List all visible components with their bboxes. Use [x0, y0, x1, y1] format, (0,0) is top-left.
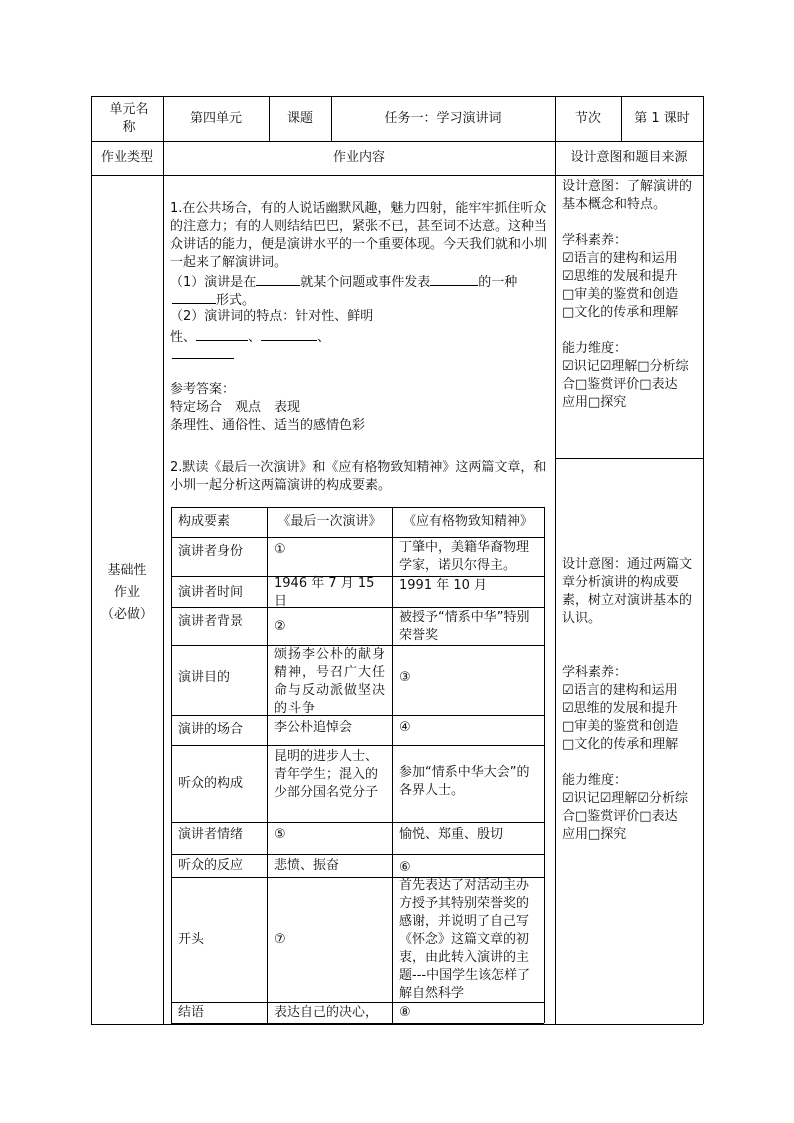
- table-header-element: 构成要素: [178, 514, 231, 529]
- table-cell-a: 表达自己的决心，: [274, 1005, 379, 1020]
- design-intent-2: [562, 556, 700, 844]
- literacy-item: □审美的鉴赏和创造: [562, 287, 679, 302]
- homework-type-line2: 作业: [113, 585, 140, 600]
- question-1-part1-line1: （1）演讲是在 就某个问题或事件发表 的一种: [170, 272, 517, 292]
- answer-title: 参考答案：: [170, 382, 236, 397]
- answer-blank[interactable]: [172, 290, 216, 304]
- table-cell-a: ①: [274, 542, 286, 557]
- literacy-title: 学科素养：: [562, 665, 628, 680]
- answer-blank[interactable]: [430, 272, 478, 286]
- homework-type-line3: （必做）: [100, 607, 153, 622]
- table-cell-b: ⑥: [399, 859, 411, 875]
- answer-blank[interactable]: [256, 272, 300, 286]
- design-intent-text: 设计意图：了解演讲的基本概念和特点。: [562, 179, 693, 212]
- ability-line: 合□鉴赏评价□表达: [562, 377, 678, 392]
- table-row-element: 演讲目的: [178, 669, 231, 685]
- literacy-item: ☑思维的发展和提升: [562, 701, 678, 716]
- answer-line-1: 特定场合 观点 表现: [170, 400, 301, 415]
- table-cell-b: ③: [399, 669, 411, 685]
- section-label: 节次: [574, 110, 601, 126]
- answer-blank[interactable]: [172, 345, 234, 359]
- topic-value: 任务一：学习演讲词: [384, 110, 502, 126]
- literacy-item: ☑语言的建构和运用: [562, 683, 678, 698]
- answer-blank[interactable]: [261, 327, 317, 341]
- unit-label: 单元名称: [109, 101, 149, 135]
- table-row-element: 演讲者身份: [178, 544, 244, 559]
- table-cell-b: 愉悦、郑重、殷切: [399, 827, 504, 842]
- column-content-header: 作业内容: [332, 150, 385, 165]
- column-type-header: 作业类型: [100, 150, 153, 165]
- homework-type-line1: 基础性: [107, 563, 147, 578]
- question-1-part2-line3: [172, 345, 234, 365]
- table-cell-a: 李公朴追悼会: [274, 720, 353, 735]
- answer-blank[interactable]: [196, 327, 248, 341]
- section-value: 第 1 课时: [634, 110, 690, 126]
- literacy-item: □审美的鉴赏和创造: [562, 719, 679, 734]
- ability-line: ☑识记☑理解☑分析综: [562, 791, 688, 806]
- question-1-part2-line1: （2）演讲词的特点：针对性、鲜明: [170, 309, 374, 324]
- table-row-element: 听众的反应: [178, 857, 244, 873]
- ability-line: 应用□探究: [562, 827, 627, 842]
- table-cell-b: ⑧: [399, 1005, 411, 1020]
- table-row-element: 演讲者时间: [178, 584, 244, 600]
- table-cell-b: 丁肇中，美籍华裔物理学家，诺贝尔得主。: [399, 540, 530, 573]
- design-intent-text: 设计意图：通过两篇文章分析演讲的构成要素，树立对演讲基本的认识。: [562, 557, 693, 626]
- homework-type: [91, 560, 163, 626]
- table-row-element: 结语: [178, 1005, 205, 1020]
- question-1-part1-line2: 形式。: [172, 290, 255, 310]
- ability-title: 能力维度：: [562, 341, 628, 356]
- table-cell-a: ②: [274, 619, 286, 634]
- literacy-item: ☑语言的建构和运用: [562, 251, 678, 266]
- table-row-element: 演讲者情绪: [178, 827, 244, 842]
- table-cell-a: ⑦: [274, 931, 286, 947]
- table-header-speech-b: 《应有格物致知精神》: [402, 514, 533, 529]
- topic-label: 课题: [286, 110, 313, 126]
- literacy-item: □文化的传承和理解: [562, 737, 679, 752]
- table-cell-a: 悲愤、振奋: [274, 857, 340, 873]
- ability-line: 合□鉴赏评价□表达: [562, 809, 678, 824]
- table-row-element: 演讲者背景: [178, 614, 244, 629]
- answer-line-2: 条理性、通俗性、适当的感情色彩: [170, 418, 366, 433]
- ability-line: ☑识记☑理解□分析综: [562, 359, 689, 374]
- table-row-element: 开头: [178, 931, 205, 947]
- table-row-element: 听众的构成: [178, 775, 244, 791]
- literacy-item: □文化的传承和理解: [562, 305, 679, 320]
- unit-value: 第四单元: [189, 110, 242, 126]
- literacy-item: ☑思维的发展和提升: [562, 269, 678, 284]
- table-cell-a: 颂扬李公朴的献身精神，号召广大任命与反动派做坚决的斗争: [274, 647, 387, 716]
- table-cell-b: 参加“情系中华大会”的各界人士。: [399, 765, 530, 798]
- table-row-element: 演讲的场合: [178, 722, 244, 737]
- question-1-part2-line2: 性、 、 、: [170, 327, 330, 347]
- table-header-speech-a: 《最后一次演讲》: [277, 514, 382, 529]
- question-2-intro: 2.默读《最后一次演讲》和《应有格物致知精神》这两篇文章，和小圳一起分析这两篇演讲的构成要素。: [170, 460, 547, 493]
- table-cell-a: 1946 年 7 月 15 日: [274, 575, 375, 609]
- literacy-title: 学科素养：: [562, 233, 628, 248]
- column-design-header: 设计意图和题目来源: [570, 150, 688, 165]
- question-1-intro: 1.在公共场合，有的人说话幽默风趣，魅力四射，能牢牢抓住听众的注意力；有的人则结结巴巴，紧张不已，甚至词不达意。这种当众讲话的能力，便是演讲水平的一个重要体现。今天我们就和小圳一起来了解演讲词。: [170, 201, 548, 270]
- ability-title: 能力维度：: [562, 773, 628, 788]
- table-cell-b: ④: [399, 720, 411, 735]
- table-cell-a: 昆明的进步人士、青年学生；混入的少部分国名党分子: [274, 749, 379, 800]
- table-cell-b: 1991 年 10 月: [399, 578, 488, 593]
- table-cell-a: ⑤: [274, 827, 286, 842]
- design-intent-1: [562, 178, 700, 412]
- table-cell-b: 被授予“情系中华”特别荣誉奖: [399, 610, 530, 643]
- table-cell-b: 首先表达了对活动主办方授予其特别荣誉奖的感谢，并说明了自己写《怀念》这篇文章的初衷，由此转入演讲的主题---中国学生该怎样了解自然科学: [399, 878, 531, 1001]
- ability-line: 应用□探究: [562, 395, 627, 410]
